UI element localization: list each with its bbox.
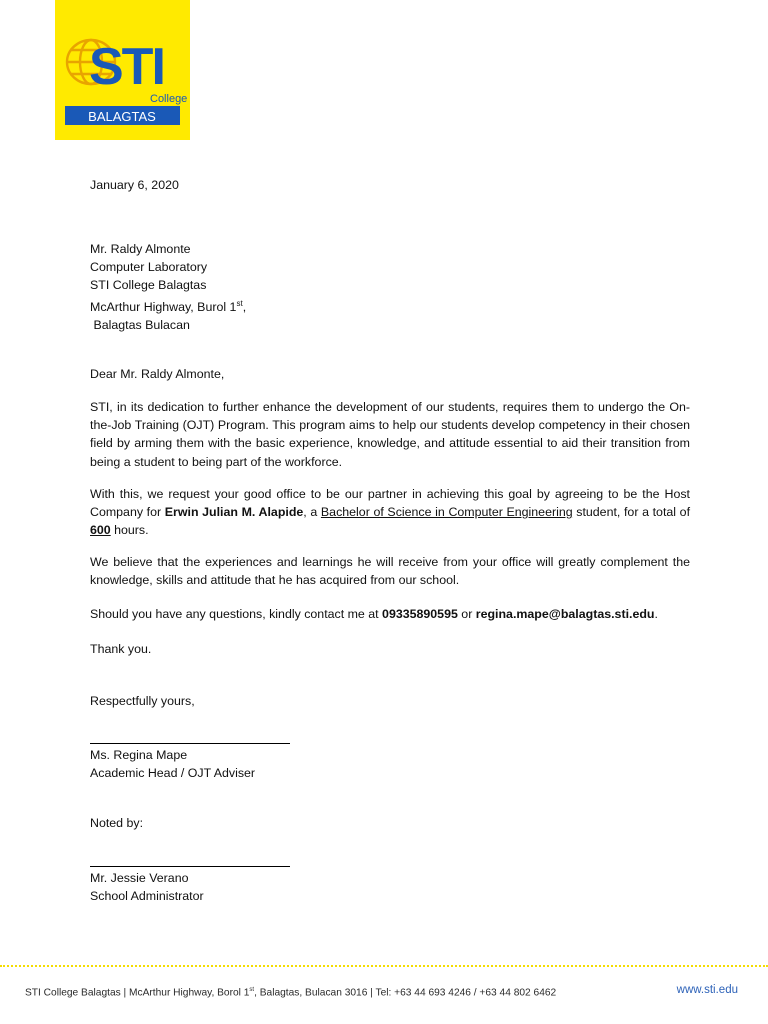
logo-subtitle-text: College <box>150 93 188 105</box>
signatory-title: School Administrator <box>90 889 204 904</box>
contact-email: regina.mape@balagtas.sti.edu <box>475 607 655 621</box>
recipient-organization: STI College Balagtas <box>90 278 207 293</box>
website-link[interactable]: www.sti.edu <box>676 984 738 996</box>
noted-by: Noted by: <box>90 816 144 830</box>
sti-college-logo <box>55 0 190 140</box>
recipient-city: Balagtas Bulacan <box>90 317 190 332</box>
contact-phone: 09335890595 <box>382 607 458 621</box>
signature-block-adviser <box>90 743 690 782</box>
footer <box>25 983 745 1001</box>
thank-you: Thank you. <box>90 642 152 656</box>
salutation: Dear Mr. Raldy Almonte, <box>90 367 225 381</box>
recipient-address <box>90 240 690 334</box>
logo-brand-text: STI <box>89 38 164 96</box>
paragraph-ojt-intro: STI, in its dedication to further enhance the development of our students, requires them to undergo the On-the-Job Training (OJT) Program. This program aims to help our students develop competency in their chosen field by arming them with the basic experience, knowledge, and attitude essential to aid their transition from being a student to being part of the workforce. <box>90 400 690 469</box>
letter-date: January 6, 2020 <box>90 178 179 192</box>
signatory-name: Ms. Regina Mape <box>90 748 188 762</box>
signature-line <box>90 866 290 867</box>
paragraph-host-request: With this, we request your good office to be our partner in achieving this goal by agreeing to be the Host Company for Erwin Julian M. Alapide, a Bachelor of Science in Computer Engineering student, for a total of 600 hours. <box>90 487 691 538</box>
program-name: Bachelor of Science in Computer Engineering <box>320 505 573 520</box>
paragraph-contact: Should you have any questions, kindly contact me at 09335890595 or regina.mape@balagtas.sti.edu. <box>90 607 658 621</box>
paragraph-benefits: We believe that the experiences and learnings he will receive from your office will greatly complement the knowledge, skills and attitude that he has acquired from our school. <box>90 555 690 588</box>
signature-block-administrator <box>90 866 690 905</box>
footer-divider <box>0 965 768 967</box>
logo-campus-text: BALAGTAS <box>88 109 156 124</box>
signature-line <box>90 743 290 744</box>
required-hours: 600 <box>90 523 111 538</box>
signatory-title: Academic Head / OJT Adviser <box>90 766 256 781</box>
recipient-name: Mr. Raldy Almonte <box>90 242 191 256</box>
recipient-department: Computer Laboratory <box>90 260 208 275</box>
recipient-street: McArthur Highway, Burol 1st, <box>90 298 247 314</box>
signatory-name: Mr. Jessie Verano <box>90 871 189 885</box>
logo-graphic <box>55 0 190 140</box>
closing: Respectfully yours, <box>90 694 195 708</box>
student-name: Erwin Julian M. Alapide <box>164 505 304 520</box>
footer-address: STI College Balagtas | McArthur Highway, Borol 1st, Balagtas, Bulacan 3016 | Tel: +63 44 693 4246 / +63 44 802 6462 <box>25 987 557 999</box>
